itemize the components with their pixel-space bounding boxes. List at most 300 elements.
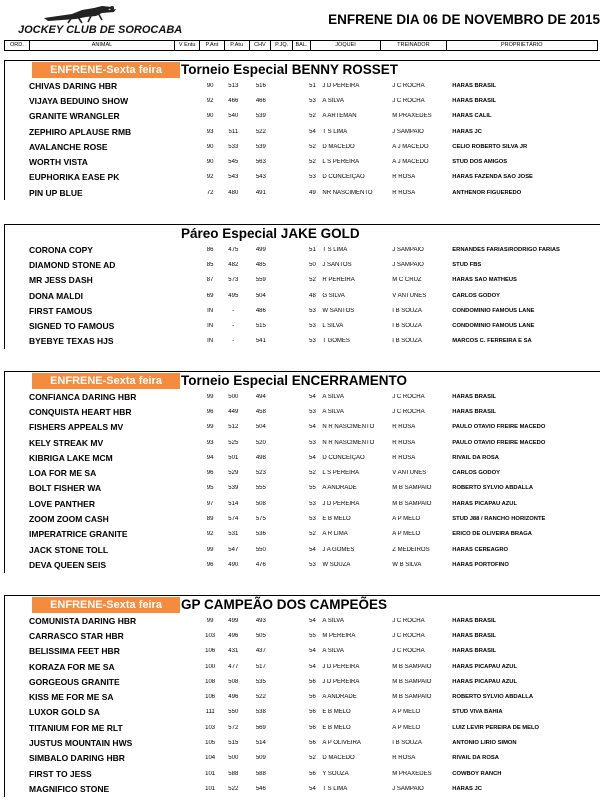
p-ant-value: 550 [228,709,239,716]
table-row [5,705,600,720]
jockey-name: N R NASCIMENTO [322,439,375,446]
p-atu-value: 536 [255,531,266,538]
table-row [5,303,600,318]
race-name: GP CAMPEÃO DOS CAMPEÕES [181,597,388,612]
p-atu-value: 535 [255,678,266,685]
v-entu-value: 101 [205,785,216,792]
horse-name: ZOOM ZOOM CASH [29,514,109,525]
p-ant-value: 572 [228,724,239,731]
owner-name: HARAS BRASIL [452,82,497,89]
p-jq-value: 52 [309,113,316,120]
trainer-name: I B SOUZA [392,740,422,747]
race-title-bar [4,60,600,78]
owner-name: STUD J88 / RANCHO HORIZONTE [452,516,546,523]
table-row [5,420,600,435]
horse-name: BOLT FISHER WA [29,483,102,494]
v-entu-value: 99 [206,546,214,553]
trainer-name: M C CRUZ [392,277,422,284]
p-atu-value: 523 [255,470,266,477]
p-ant-value: 574 [228,516,239,523]
p-ant-value: 482 [228,261,239,268]
trainer-name: J C ROCHA [392,393,425,400]
p-atu-value: 504 [255,292,266,299]
owner-name: ROBERTO SYLVIO ABDALLA [452,694,534,701]
p-jq-value: 53 [309,307,316,314]
p-ant-value: 525 [228,439,239,446]
table-row [5,273,600,288]
p-jq-value: 48 [309,292,316,299]
p-jq-value: 56 [309,740,316,747]
col-p-jq: P.JQ. [271,41,293,50]
table-row [5,288,600,303]
trainer-name: M PRAXEDES [392,113,432,120]
table-row [5,527,600,542]
v-entu-value: IN [207,323,214,330]
p-ant-value: 495 [228,292,239,299]
owner-name: PAULO OTAVIO FREIRE MACEDO [452,424,546,431]
p-jq-value: 56 [309,709,316,716]
trainer-name: R ROSA [392,454,416,461]
day-badge: ENFRENE-Sexta feira [32,373,180,389]
jockey-club-logo [18,4,183,38]
col-bal: BAL. [293,41,311,50]
horse-name: KORAZA FOR ME SA [29,661,115,672]
horse-name: CONFIANCA DARING HBR [29,391,137,402]
jockey-name: L S PEREIRA [322,470,360,477]
p-jq-value: 54 [309,128,316,135]
jockey-name: D MACEDO [322,143,355,150]
p-ant-value: 531 [228,531,239,538]
horse-logo-icon [42,4,132,24]
jockey-name: D MACEDO [322,755,355,762]
horse-name: LOA FOR ME SA [29,468,97,479]
v-entu-value: 108 [205,678,216,685]
p-ant-value: 496 [228,694,239,701]
horse-name: LOVE PANTHER [29,498,95,509]
v-entu-value: 90 [206,159,214,166]
p-jq-value: 54 [309,617,316,624]
owner-name: ANTONIO LIRIO SIMON [452,740,517,747]
p-jq-value: 55 [309,485,316,492]
p-atu-value: 543 [255,174,266,181]
p-atu-value: 437 [255,648,266,655]
v-entu-value: 93 [206,128,214,135]
table-row [5,185,600,200]
horse-name: PIN UP BLUE [29,187,83,198]
jockey-name: A P OLIVEIRA [322,740,361,747]
v-entu-value: 87 [206,277,214,284]
trainer-name: R ROSA [392,174,416,181]
table-row [5,481,600,496]
col-animal: ANIMAL [30,41,176,50]
p-jq-value: 52 [309,277,316,284]
p-atu-value: 494 [255,393,266,400]
v-entu-value: 111 [205,709,215,716]
p-ant-value: 449 [228,408,239,415]
p-atu-value: 499 [255,246,266,253]
trainer-name: J SAMPAIO [392,246,424,253]
p-ant-value: 490 [228,561,239,568]
p-ant-value: 466 [228,97,239,104]
trainer-name: V ANTUNES [392,292,427,299]
entries-list [4,78,600,200]
owner-name: CELIO ROBERTO SILVA JR [452,143,528,150]
p-atu-value: 541 [255,338,266,345]
jockey-name: R PEREIRA [322,277,355,284]
owner-name: HARAS PICAPAU AZUL [452,500,518,507]
p-atu-value: 522 [255,128,266,135]
horse-name: BYEBYE TEXAS HJS [29,336,114,347]
p-jq-value: 54 [309,785,316,792]
table-row [5,334,600,349]
p-jq-value: 56 [309,694,316,701]
v-entu-value: 99 [206,424,214,431]
trainer-name: J SAMPAIO [392,128,424,135]
p-ant-value: - [232,307,235,314]
trainer-name: A J MACEDO [392,159,429,166]
entries-list [4,613,600,797]
horse-name: GORGEOUS GRANITE [29,676,120,687]
table-row [5,557,600,572]
v-entu-value: 90 [206,82,214,89]
jockey-name: T S LIMA [322,128,348,135]
race-block [4,224,600,349]
p-jq-value: 51 [309,246,316,253]
jockey-name: A SILVA [322,393,344,400]
horse-name: GRANITE WRANGLER [29,111,120,122]
p-atu-value: 539 [255,143,266,150]
race-title-bar [4,371,600,389]
owner-name: STUD VIVA BAHIA [452,709,503,716]
jockey-name: T S LIMA [322,785,348,792]
jockey-name: A ARTEMAN [322,113,357,120]
horse-name: COMUNISTA DARING HBR [29,615,137,626]
owner-name: MARCOS C. FERREIRA E SA [452,338,532,345]
jockey-name: NR NASCIMENTO [322,189,373,196]
table-row [5,139,600,154]
horse-name: DONA MALDI [29,290,83,301]
column-header-row [4,40,598,51]
horse-name: JUSTUS MOUNTAIN HWS [29,738,133,749]
horse-name: SIGNED TO FAMOUS [29,321,115,332]
jockey-name: D CONCEIÇÃO [322,454,365,461]
page-title: ENFRENE DIA 06 DE NOVEMBRO DE 2015 [328,12,600,27]
jockey-name: L SILVA [322,323,344,330]
owner-name: HARAS SAO MATHEUS [452,277,517,284]
table-row [5,766,600,781]
trainer-name: I B SOUZA [392,307,422,314]
p-ant-value: 533 [228,143,239,150]
p-ant-value: - [232,323,235,330]
logo-text: JOCKEY CLUB DE SOROCABA [18,24,183,36]
p-ant-value: 508 [228,678,239,685]
p-ant-value: 480 [228,189,239,196]
owner-name: HARAS JC [452,128,482,135]
horse-name: MAGNIFICO STONE [29,783,110,794]
v-entu-value: 92 [206,531,214,538]
race-block [4,60,600,200]
trainer-name: V ANTUNES [392,470,427,477]
col-proprietario: PROPRIETÁRIO [500,42,543,48]
jockey-name: A R LIMA [322,531,348,538]
trainer-name: A P MELO [392,516,421,523]
col-ord: ORD. [5,41,30,50]
col-v-entu: V Entu [175,41,200,50]
table-row [5,542,600,557]
jockey-name: W SOUZA [322,561,351,568]
v-entu-value: 90 [206,143,214,150]
trainer-name: A P MELO [392,531,421,538]
table-row [5,318,600,333]
p-atu-value: 555 [255,485,266,492]
owner-name: HARAS BRASIL [452,97,497,104]
owner-name: HARAS BRASIL [452,648,497,655]
p-atu-value: 509 [255,755,266,762]
p-ant-value: 522 [228,785,239,792]
owner-name: CARLOS GODOY [452,470,500,477]
v-entu-value: 103 [205,724,216,731]
trainer-name: J C ROCHA [392,82,425,89]
horse-name: FIRST FAMOUS [29,305,93,316]
table-row [5,751,600,766]
race-name: Páreo Especial JAKE GOLD [181,226,360,241]
jockey-name: T S LIMA [322,246,348,253]
trainer-name: M B SAMPAIO [392,663,432,670]
table-row [5,659,600,674]
page-header [0,0,600,40]
p-atu-value: 466 [255,97,266,104]
p-ant-value: 545 [228,159,239,166]
v-entu-value: 96 [206,470,214,477]
table-row [5,496,600,511]
p-jq-value: 53 [309,500,316,507]
horse-name: FISHERS APPEALS MV [29,422,124,433]
table-row [5,674,600,689]
p-atu-value: 476 [255,561,266,568]
p-jq-value: 52 [309,755,316,762]
p-jq-value: 53 [309,439,316,446]
v-entu-value: 86 [206,246,214,253]
p-atu-value: 504 [255,424,266,431]
trainer-name: J C ROCHA [392,408,425,415]
p-jq-value: 51 [309,82,316,89]
horse-name: CORONA COPY [29,244,93,255]
p-atu-value: 563 [255,159,266,166]
owner-name: HARAS CALIL [452,113,492,120]
jockey-name: J D PEREIRA [322,678,360,685]
col-joquei: JOQUEI [311,41,381,50]
jockey-name: W SANTOS [322,307,355,314]
owner-name: HARAS FAZENDA SAO JOSE [452,174,533,181]
owner-name: CONDOMINIO FAMOUS LANE [452,323,535,330]
p-ant-value: 513 [228,82,239,89]
p-atu-value: 575 [255,516,266,523]
jockey-name: E B MELO [322,724,351,731]
owner-name: ROBERTO SYLVIO ABDALLA [452,485,534,492]
p-jq-value: 54 [309,454,316,461]
race-title-bar [4,224,600,242]
p-ant-value: 475 [228,246,239,253]
horse-name: KELY STREAK MV [29,437,104,448]
v-entu-value: 69 [206,292,214,299]
p-atu-value: 588 [255,770,266,777]
horse-name: VIJAYA BEDUINO SHOW [29,95,129,106]
v-entu-value: 93 [206,439,214,446]
table-row [5,257,600,272]
p-atu-value: 522 [255,694,266,701]
table-row [5,644,600,659]
race-title-bar [4,595,600,613]
p-ant-value: 511 [228,128,239,135]
horse-name: BELISSIMA FEET HBR [29,646,120,657]
race-block [4,595,600,797]
p-ant-value: 512 [228,424,239,431]
v-entu-value: IN [207,307,214,314]
horse-name: AVALANCHE ROSE [29,141,108,152]
p-atu-value: 550 [255,546,266,553]
p-atu-value: 569 [255,724,266,731]
horse-name: WORTH VISTA [29,157,88,168]
jockey-name: E B MELO [322,516,351,523]
v-entu-value: 106 [205,694,216,701]
p-atu-value: 508 [255,500,266,507]
p-atu-value: 520 [255,439,266,446]
race-name: Torneio Especial ENCERRAMENTO [181,373,408,388]
p-jq-value: 54 [309,424,316,431]
race-block [4,371,600,573]
owner-name: ERNANDES FARIAS/RODRIGO FARIAS [452,246,560,253]
p-atu-value: 486 [255,307,266,314]
v-entu-value: IN [207,338,214,345]
jockey-name: J D PEREIRA [322,82,360,89]
p-jq-value: 50 [309,261,316,268]
p-ant-value: 514 [228,500,239,507]
p-atu-value: 458 [255,408,266,415]
trainer-name: Z MEDEIROS [392,546,430,553]
horse-name: FIRST TO JESS [29,768,92,779]
p-atu-value: 505 [255,632,266,639]
p-atu-value: 559 [255,277,266,284]
p-ant-value: 501 [228,454,239,461]
owner-name: HARAS BRASIL [452,632,497,639]
v-entu-value: 94 [206,454,214,461]
v-entu-value: 92 [206,97,214,104]
table-row [5,511,600,526]
v-entu-value: 85 [206,261,214,268]
horse-name: JACK STONE TOLL [29,544,109,555]
owner-name: HARAS PICAPAU AZUL [452,678,518,685]
col-p-ant: P.Ant [200,41,225,50]
jockey-name: D CONCEIÇÃO [322,174,365,181]
p-ant-value: 573 [228,277,239,284]
owner-name: HARAS BRASIL [452,408,497,415]
p-jq-value: 53 [309,174,316,181]
v-entu-value: 103 [205,632,216,639]
p-atu-value: 538 [255,709,266,716]
table-row [5,78,600,93]
horse-name: SIMBALO DARING HBR [29,753,125,764]
p-jq-value: 54 [309,648,316,655]
p-jq-value: 49 [309,189,316,196]
p-ant-value: 543 [228,174,239,181]
owner-name: HARAS PORTOFINO [452,561,509,568]
p-ant-value: - [232,338,235,345]
jockey-name: J D PEREIRA [322,500,360,507]
horse-name: CONQUISTA HEART HBR [29,406,132,417]
p-ant-value: 500 [228,393,239,400]
horse-name: MR JESS DASH [29,275,93,286]
v-entu-value: 96 [206,561,214,568]
p-atu-value: 493 [255,617,266,624]
horse-name: LUXOR GOLD SA [29,707,100,718]
trainer-name: W B SILVA [392,561,422,568]
p-jq-value: 52 [309,531,316,538]
jockey-name: E B MELO [322,709,351,716]
trainer-name: J C ROCHA [392,632,425,639]
jockey-name: Y SOUZA [322,770,349,777]
p-jq-value: 55 [309,632,316,639]
entries-list [4,242,600,349]
trainer-name: J SAMPAIO [392,785,424,792]
horse-name: DEVA QUEEN SEIS [29,559,106,570]
day-badge: ENFRENE-Sexta feira [32,597,180,613]
v-entu-value: 105 [205,740,216,747]
v-entu-value: 95 [206,485,214,492]
p-ant-value: 540 [228,113,239,120]
jockey-name: G SILVA [322,292,345,299]
owner-name: RIVAIL DA ROSA [452,454,499,461]
owner-name: RIVAIL DA ROSA [452,755,499,762]
jockey-name: A SILVA [322,617,344,624]
jockey-name: N R NASCIMENTO [322,424,375,431]
owner-name: HARAS CEREAGRO [452,546,509,553]
trainer-name: I B SOUZA [392,338,422,345]
p-ant-value: 539 [228,485,239,492]
p-jq-value: 56 [309,678,316,685]
owner-name: ANTHENOR FIGUEREDO [452,189,522,196]
jockey-name: L S PEREIRA [322,159,360,166]
v-entu-value: 92 [206,174,214,181]
v-entu-value: 99 [206,617,214,624]
v-entu-value: 90 [206,113,214,120]
v-entu-value: 72 [206,189,214,196]
p-jq-value: 52 [309,159,316,166]
p-jq-value: 52 [309,143,316,150]
p-ant-value: 588 [228,770,239,777]
jockey-name: A SILVA [322,408,344,415]
table-row [5,450,600,465]
p-jq-value: 53 [309,561,316,568]
p-jq-value: 53 [309,516,316,523]
trainer-name: J SAMPAIO [392,261,424,268]
table-row [5,613,600,628]
horse-name: KIBRIGA LAKE MCM [29,452,113,463]
horse-name: EUPHORIKA EASE PK [29,172,120,183]
trainer-name: J C ROCHA [392,97,425,104]
owner-name: HARAS PICAPAU AZUL [452,663,518,670]
table-row [5,689,600,704]
table-row [5,242,600,257]
table-row [5,389,600,404]
horse-name: TITANIUM FOR ME RLT [29,722,123,733]
p-jq-value: 56 [309,724,316,731]
jockey-name: J D PEREIRA [322,663,360,670]
race-name: Torneio Especial BENNY ROSSET [181,62,399,77]
horse-name: KISS ME FOR ME SA [29,692,114,703]
trainer-name: R ROSA [392,439,416,446]
jockey-name: J SANTOS [322,261,352,268]
trainer-name: J C ROCHA [392,648,425,655]
